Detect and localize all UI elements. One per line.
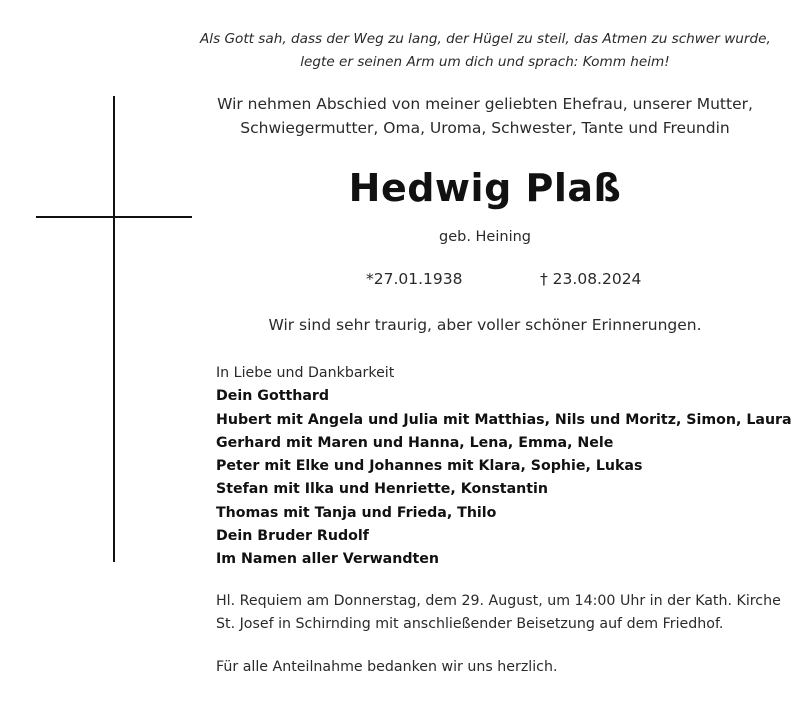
mourner-line: Peter mit Elke und Johannes mit Klara, Sophie, Lukas [216, 458, 643, 475]
service-info [216, 590, 781, 637]
birth-date: *27.01.1938 [366, 270, 463, 288]
mourner-line: Dein Gotthard [216, 388, 330, 405]
intro-line: Schwiegermutter, Oma, Uroma, Schwester, Tante und Freundin [240, 119, 730, 137]
mourner-line: Im Namen aller Verwandten [216, 551, 440, 568]
quote-line: legte er seinen Arm um dich und sprach: Komm heim! [300, 54, 670, 70]
service-line: Hl. Requiem am Donnerstag, dem 29. August, um 14:00 Uhr in der Kath. Kirche [216, 593, 781, 609]
mourner-line: Stefan mit Ilka und Henriette, Konstantin [216, 481, 548, 498]
mourners-list [216, 362, 792, 572]
deceased-name: Hedwig Plaß [348, 166, 622, 210]
opening-quote [200, 28, 770, 74]
service-line: St. Josef in Schirnding mit anschließender Beisetzung auf dem Friedhof. [216, 616, 724, 633]
salutation: In Liebe und Dankbarkeit [216, 365, 395, 381]
mourner-line: Thomas mit Tanja und Frieda, Thilo [216, 504, 497, 521]
mourner-line: Hubert mit Angela und Julia mit Matthias, Nils und Moritz, Simon, Laura [216, 411, 792, 428]
mourner-line: Gerhard mit Maren und Hanna, Lena, Emma, Nele [216, 434, 614, 451]
cross-vertical-bar [113, 96, 115, 562]
sentiment-line: Wir sind sehr traurig, aber voller schöner Erinnerungen. [268, 316, 702, 334]
mourner-line: Dein Bruder Rudolf [216, 528, 369, 545]
quote-line: Als Gott sah, dass der Weg zu lang, der Hügel zu steil, das Atmen zu schwer wurde, [200, 31, 771, 47]
intro-line: Wir nehmen Abschied von meiner geliebten Ehefrau, unserer Mutter, [217, 95, 753, 113]
cross-horizontal-bar [36, 216, 192, 218]
thanks-line: Für alle Anteilnahme bedanken wir uns herzlich. [216, 659, 558, 675]
death-date: † 23.08.2024 [540, 270, 642, 288]
maiden-name: geb. Heining [438, 229, 531, 245]
farewell-intro [200, 92, 770, 140]
